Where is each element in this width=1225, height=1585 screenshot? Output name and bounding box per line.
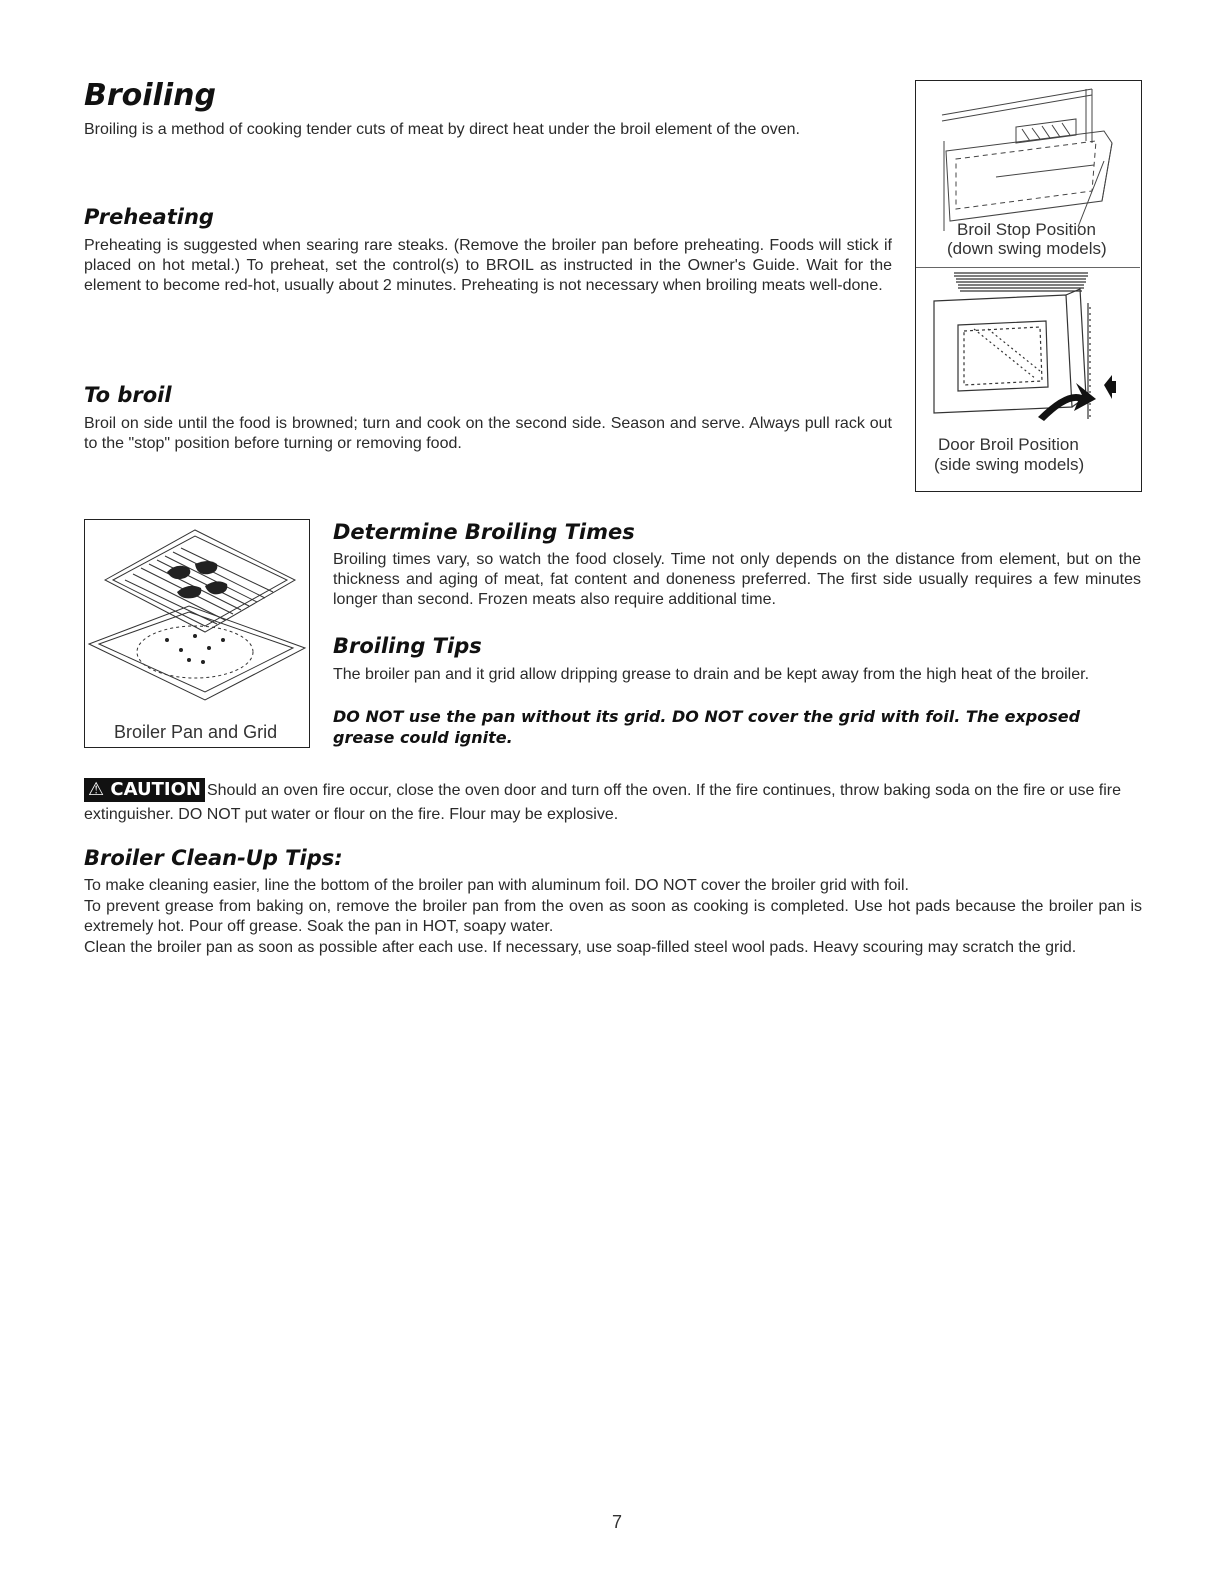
page-title: Broiling (84, 78, 216, 113)
warning-triangle-icon: ⚠ (88, 779, 105, 800)
preheating-heading: Preheating (84, 205, 214, 229)
preheating-text: Preheating is suggested when searing rare steaks. (Remove the broiler pan before preheating. Foods will stick if placed on hot metal.) To preheat, set the control(s) to BROIL as instructed in the Owner's Guide. Wait for the element to become red-hot, usually about 2 minutes. Preheating is not necessary when broiling meats well-done. (84, 237, 892, 294)
tips-text: The broiler pan and it grid allow dripping grease to drain and be kept away from the high heat of the broiler. (333, 666, 1090, 683)
caution-label: CAUTION (110, 779, 201, 800)
determine-text: Broiling times vary, so watch the food closely. Time not only depends on the distance from element, but on the thickness and aging of meat, fat content and doneness preferred. The first side usually requires a few minutes longer than second. Frozen meats also require additional time. (333, 551, 1141, 608)
door-broil-caption-line1: Door Broil Position (938, 435, 1079, 454)
door-broil-caption-line2: (side swing models) (934, 455, 1085, 474)
caution-block (84, 778, 1142, 827)
broil-stop-caption-line2: (down swing models) (947, 239, 1107, 258)
caution-text: Should an oven fire occur, close the oven door and turn off the oven. If the fire continues, throw baking soda on the fire or use fire extinguisher. DO NOT put water or flour on the fire. Flour may be explosive. (84, 782, 1122, 823)
broiler-pan-figure-box (84, 519, 310, 748)
cleanup-p3: Clean the broiler pan as soon as possible after each use. If necessary, use soap-filled steel wool pads. Heavy scouring may scratch the grid. (84, 939, 1077, 956)
oven-figures-box (915, 80, 1142, 492)
door-broil-illustration (916, 267, 1140, 447)
broiler-pan-illustration (85, 520, 309, 715)
tips-warning: DO NOT use the pan without its grid. DO NOT cover the grid with foil. The exposed grease could ignite. (333, 707, 1081, 747)
caution-badge (84, 778, 205, 802)
broiler-pan-caption: Broiler Pan and Grid (114, 722, 278, 742)
to-broil-heading: To broil (84, 383, 172, 407)
cleanup-heading: Broiler Clean-Up Tips: (84, 846, 343, 870)
cleanup-p2: To prevent grease from baking on, remove the broiler pan from the oven as soon as cooking is completed. Use hot pads because the broiler pan is extremely hot. Pour off grease. Soak the pan in HOT, soapy water. (84, 898, 1142, 935)
intro-text: Broiling is a method of cooking tender cuts of meat by direct heat under the broil element of the oven. (84, 121, 800, 138)
cleanup-p1: To make cleaning easier, line the bottom of the broiler pan with aluminum foil. DO NOT cover the broiler grid with foil. (84, 877, 909, 894)
tips-heading: Broiling Tips (333, 634, 482, 658)
determine-heading: Determine Broiling Times (333, 520, 635, 544)
page-number: 7 (612, 1512, 623, 1532)
to-broil-text: Broil on side until the food is browned; turn and cook on the second side. Season and serve. Always pull rack out to the "stop" position before turning or removing food. (84, 415, 892, 452)
broil-stop-caption-line1: Broil Stop Position (957, 220, 1096, 239)
